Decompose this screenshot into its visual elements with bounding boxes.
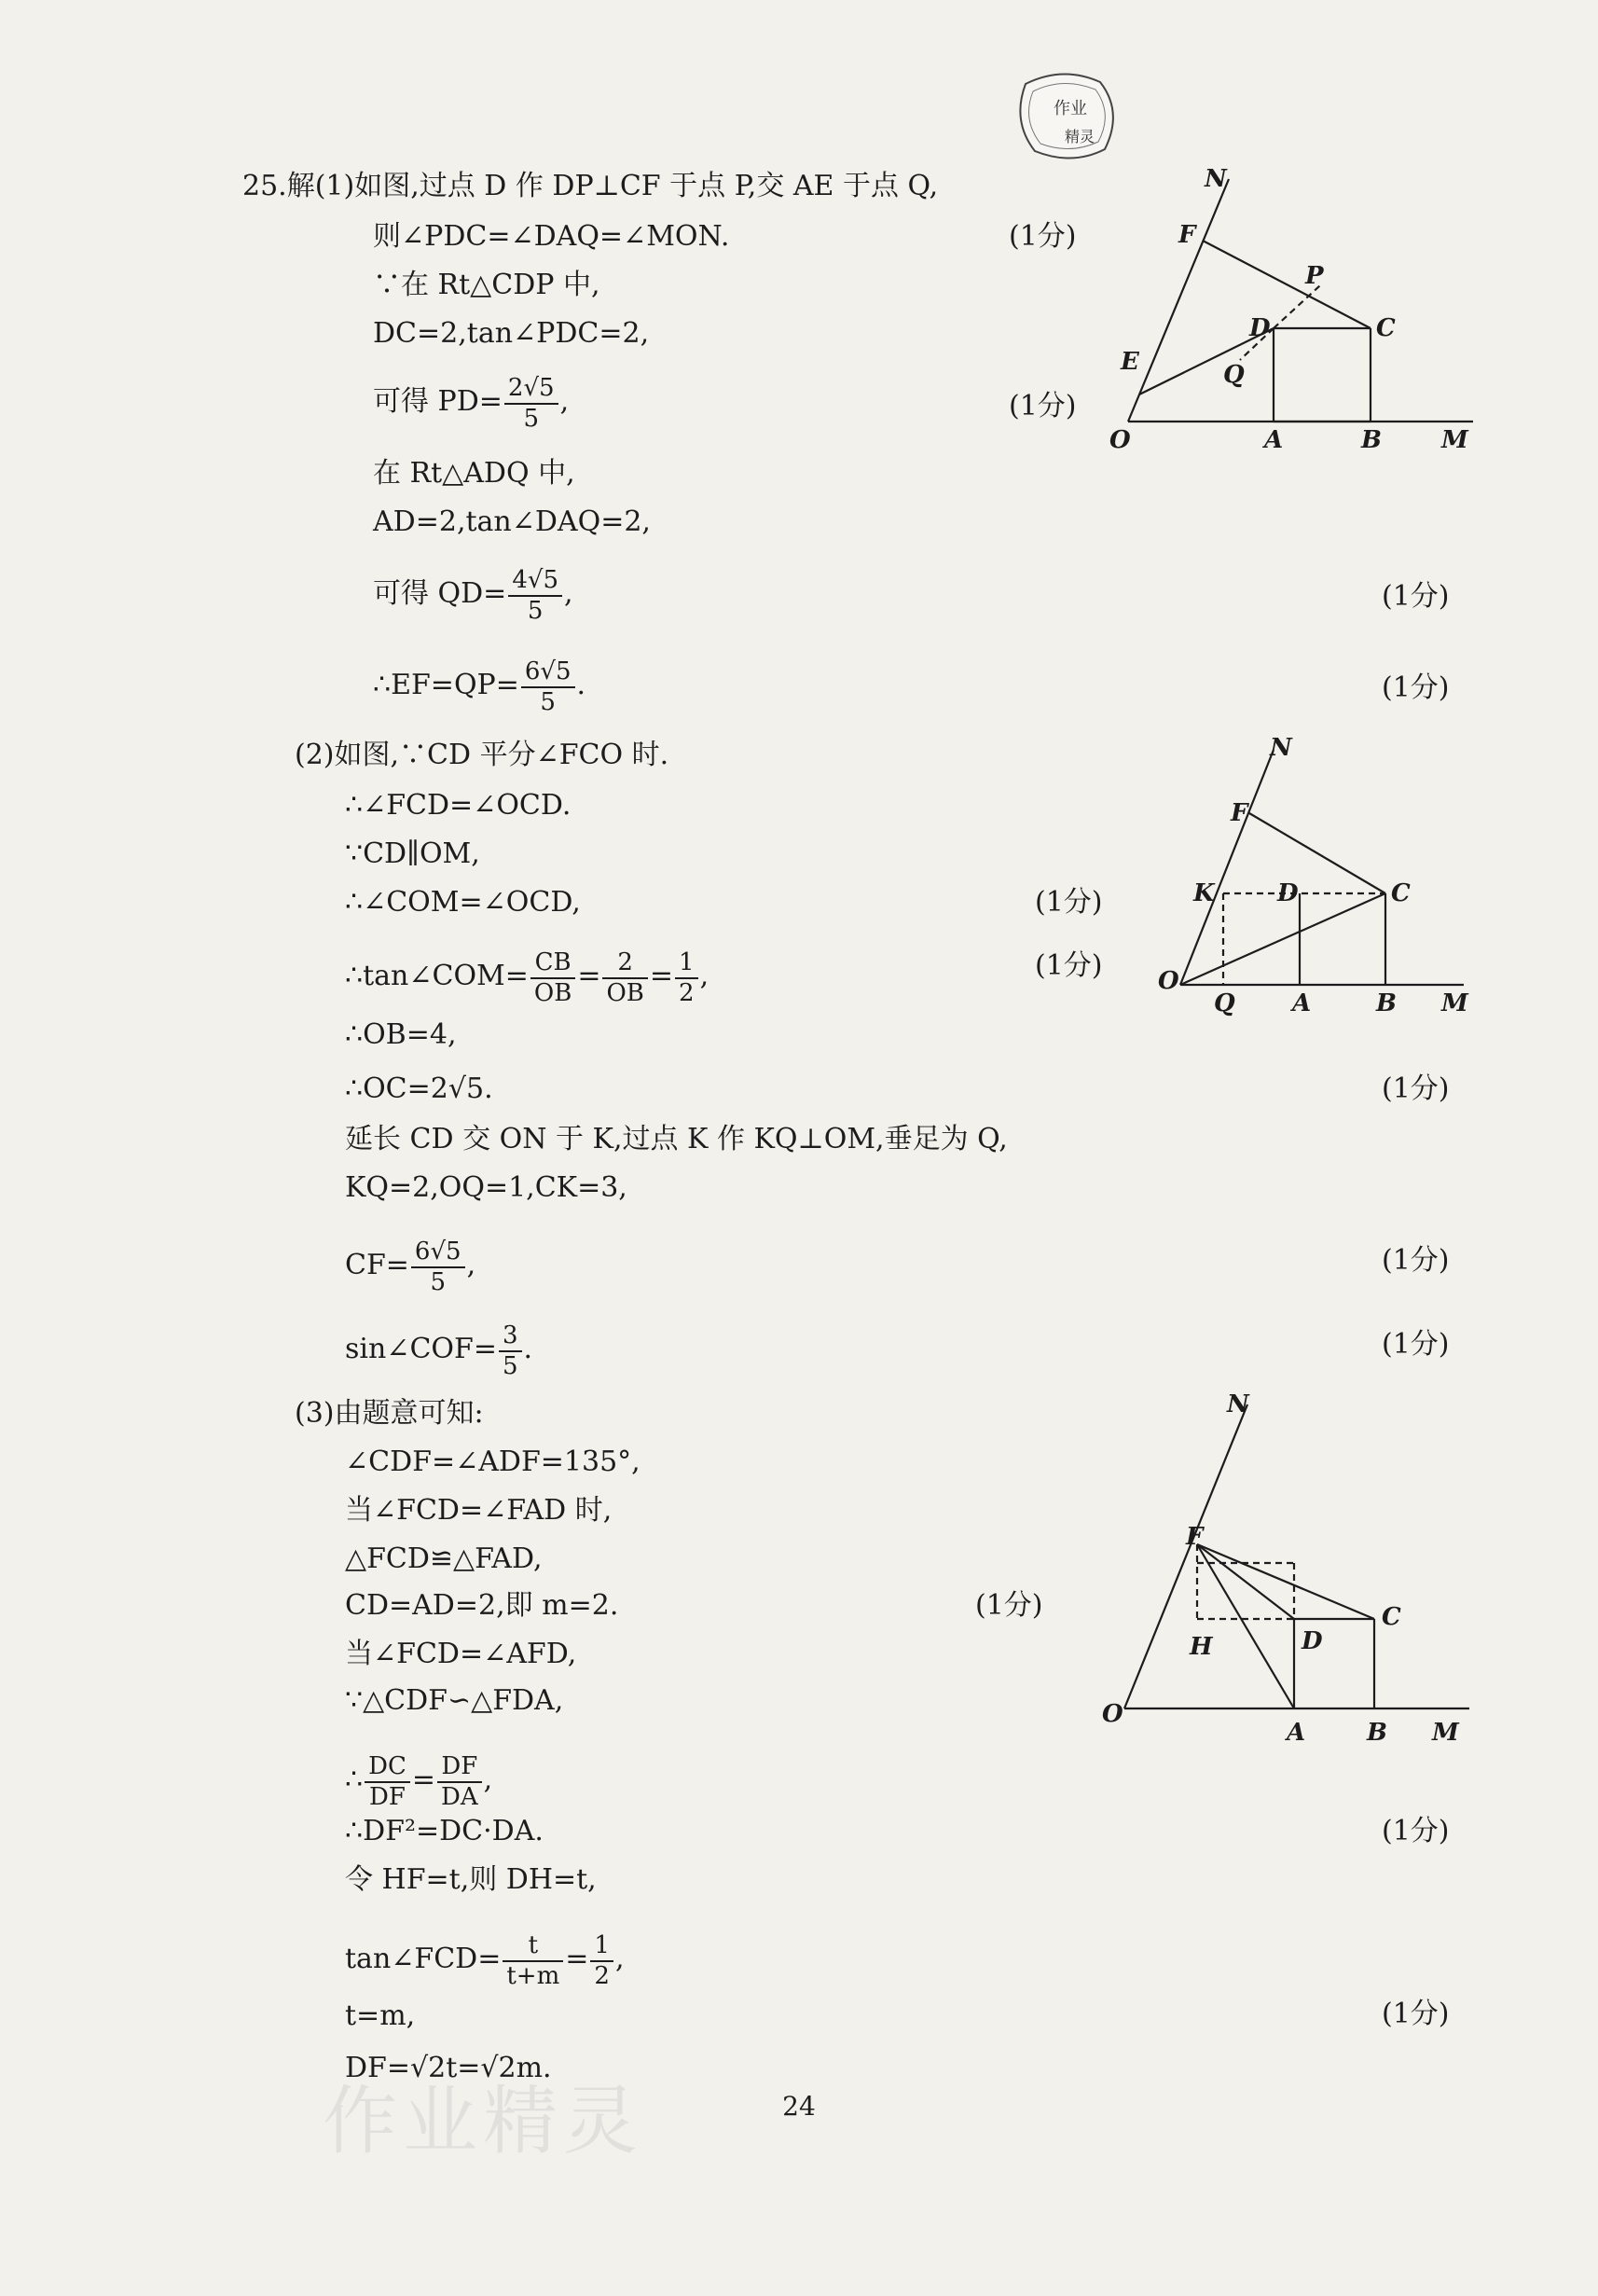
svg-text:C: C bbox=[1391, 879, 1411, 907]
svg-text:Q: Q bbox=[1223, 361, 1245, 389]
svg-text:B: B bbox=[1367, 1719, 1387, 1747]
svg-text:Q: Q bbox=[1214, 989, 1235, 1017]
p2-line-1: ∴∠FCD=∠OCD. bbox=[345, 789, 572, 822]
score-mark: (1分) bbox=[1382, 1072, 1450, 1105]
svg-text:D: D bbox=[1302, 1627, 1323, 1655]
stamp-line2: 精灵 bbox=[1065, 128, 1095, 145]
svg-text:C: C bbox=[1382, 1603, 1401, 1631]
p1-line-3: DC=2,tan∠PDC=2, bbox=[373, 317, 650, 350]
score-mark: (1分) bbox=[1382, 671, 1450, 704]
p2-line-0: (2)如图,∵CD 平分∠FCO 时. bbox=[295, 739, 669, 771]
p2-line-9: CF= $\frac{6√5}{5}$ , bbox=[345, 1238, 476, 1296]
svg-text:O: O bbox=[1158, 967, 1179, 995]
svg-text:F: F bbox=[1178, 221, 1196, 249]
score-mark: (1分) bbox=[1035, 886, 1103, 919]
stamp-logo bbox=[1007, 65, 1128, 172]
p3-line-8: 令 HF=t,则 DH=t, bbox=[345, 1863, 597, 1896]
svg-text:M: M bbox=[1432, 1719, 1459, 1747]
svg-text:C: C bbox=[1376, 314, 1396, 342]
p1-line-1: 则∠PDC=∠DAQ=∠MON. bbox=[373, 220, 730, 253]
p3-line-5: 当∠FCD=∠AFD, bbox=[345, 1638, 577, 1670]
p2-line-6: ∴OC=2√5. bbox=[345, 1072, 493, 1105]
p3-line-9: tan∠FCD= $\frac{t}{t+m}$ = $\frac{1}{2}$ , bbox=[345, 1931, 625, 1990]
p1-line-6: AD=2,tan∠DAQ=2, bbox=[373, 505, 651, 538]
p1-line-8: ∴EF=QP= $\frac{6√5}{5}$ . bbox=[373, 657, 586, 716]
p1-line-7: 可得 QD= $\frac{4√5}{5}$ , bbox=[373, 566, 573, 625]
svg-text:D: D bbox=[1277, 879, 1299, 907]
p1-line-4: 可得 PD= $\frac{2√5}{5}$ , bbox=[373, 374, 570, 433]
svg-text:B: B bbox=[1361, 426, 1382, 454]
page-number: 24 bbox=[782, 2091, 816, 2122]
score-mark: (1分) bbox=[1009, 220, 1077, 253]
p2-line-8: KQ=2,OQ=1,CK=3, bbox=[345, 1171, 627, 1204]
p3-line-3: △FCD≌△FAD, bbox=[345, 1542, 543, 1575]
svg-text:F: F bbox=[1231, 799, 1248, 827]
p3-line-1: ∠CDF=∠ADF=135°, bbox=[345, 1445, 641, 1478]
p3-line-2: 当∠FCD=∠FAD 时, bbox=[345, 1494, 613, 1527]
figure-3 bbox=[1087, 1380, 1479, 1753]
svg-text:O: O bbox=[1102, 1700, 1123, 1728]
p3-line-7: ∴DF²=DC·DA. bbox=[345, 1815, 544, 1847]
pd-fraction: $\frac{2√5}{5}$ bbox=[504, 373, 558, 433]
svg-text:M: M bbox=[1441, 989, 1468, 1017]
stamp-line1: 作业 bbox=[1054, 99, 1087, 118]
svg-text:N: N bbox=[1205, 165, 1227, 193]
svg-text:P: P bbox=[1305, 262, 1324, 290]
p1-line-2: ∵在 Rt△CDP 中, bbox=[373, 269, 600, 301]
score-mark: (1分) bbox=[1382, 1328, 1450, 1361]
svg-text:A: A bbox=[1264, 426, 1284, 454]
p3-line-ratio: ∴ $\frac{DC}{DF}$ = $\frac{DF}{DA}$ , bbox=[345, 1752, 493, 1811]
watermark: 作业精灵 bbox=[323, 2078, 643, 2165]
p3-line-4: CD=AD=2,即 m=2. bbox=[345, 1589, 619, 1622]
score-mark: (1分) bbox=[975, 1589, 1043, 1622]
p1-line-0: 25.解(1)如图,过点 D 作 DP⊥CF 于点 P,交 AE 于点 Q, bbox=[242, 170, 939, 202]
p3-line-11: DF=√2t=√2m. bbox=[345, 2052, 552, 2084]
svg-text:A: A bbox=[1292, 989, 1312, 1017]
svg-text:N: N bbox=[1270, 734, 1292, 762]
p3-line-10: t=m, bbox=[345, 1999, 416, 2032]
ef-fraction: $\frac{6√5}{5}$ bbox=[521, 657, 575, 716]
score-mark: (1分) bbox=[1382, 1815, 1450, 1847]
p2-line-2: ∵CD∥OM, bbox=[345, 837, 480, 870]
p2-line-5: ∴OB=4, bbox=[345, 1018, 457, 1051]
svg-text:M: M bbox=[1441, 426, 1468, 454]
svg-text:O: O bbox=[1109, 426, 1131, 454]
svg-text:D: D bbox=[1249, 314, 1271, 342]
score-mark: (1分) bbox=[1035, 949, 1103, 982]
p3-line-0: (3)由题意可知: bbox=[295, 1397, 484, 1430]
score-mark: (1分) bbox=[1382, 1244, 1450, 1277]
svg-text:E: E bbox=[1121, 348, 1139, 376]
qd-fraction: $\frac{4√5}{5}$ bbox=[508, 565, 562, 625]
score-mark: (1分) bbox=[1382, 580, 1450, 613]
p3-line-6: ∵△CDF∽△FDA, bbox=[345, 1684, 564, 1717]
svg-text:A: A bbox=[1287, 1719, 1306, 1747]
p2-line-10: sin∠COF= $\frac{3}{5}$ . bbox=[345, 1321, 533, 1380]
p2-line-7: 延长 CD 交 ON 于 K,过点 K 作 KQ⊥OM,垂足为 Q, bbox=[345, 1123, 1008, 1155]
p2-line-3: ∴∠COM=∠OCD, bbox=[345, 886, 581, 919]
svg-text:B: B bbox=[1376, 989, 1397, 1017]
p1-line-5: 在 Rt△ADQ 中, bbox=[373, 457, 575, 490]
score-mark: (1分) bbox=[1382, 1998, 1450, 2030]
svg-text:F: F bbox=[1186, 1523, 1204, 1551]
p2-line-4: ∴tan∠COM= $\frac{CB}{OB}$ = $\frac{2}{OB}$ = $\frac{1}{2}$ , bbox=[345, 948, 709, 1007]
svg-text:H: H bbox=[1190, 1633, 1213, 1661]
pd-label: 可得 PD= bbox=[373, 385, 503, 418]
svg-text:N: N bbox=[1227, 1390, 1249, 1418]
figure-1 bbox=[1100, 159, 1482, 457]
figure-2 bbox=[1147, 727, 1501, 1026]
score-mark: (1分) bbox=[1009, 390, 1077, 422]
svg-text:K: K bbox=[1193, 879, 1215, 907]
